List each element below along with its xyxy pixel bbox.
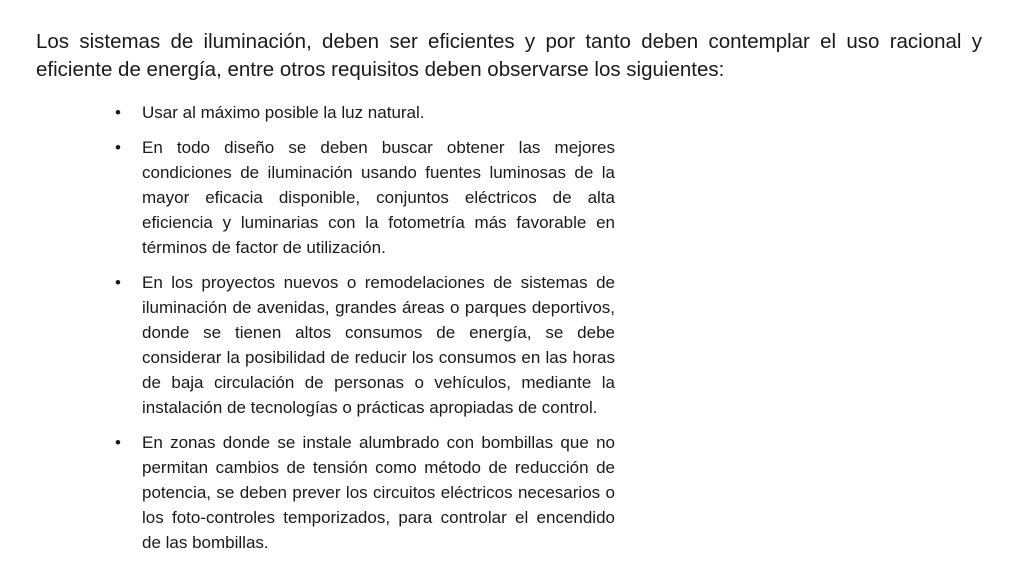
bullet-text: En zonas donde se instale alumbrado con bombillas que no permitan cambios de tensión como método de reducción de potencia, se deben prever los circuitos eléctricos necesarios o los foto-controles temporizados, para controlar el encendido de las bombillas. bbox=[142, 433, 615, 552]
bullet-text: En los proyectos nuevos o remodelaciones de sistemas de iluminación de avenidas, grandes áreas o parques deportivos, donde se tienen altos consumos de energía, se debe considerar la posibilidad de reducir los consumos en las horas de baja circulación de personas o vehículos, mediante la instalación de tecnologías o prácticas apropiadas de control. bbox=[142, 273, 615, 417]
bullet-item bbox=[115, 270, 615, 420]
bullet-item bbox=[115, 430, 615, 555]
bullet-list bbox=[115, 100, 615, 565]
bullet-icon: • bbox=[115, 103, 121, 122]
bullet-icon: • bbox=[115, 433, 121, 452]
intro-paragraph: Los sistemas de iluminación, deben ser eficientes y por tanto deben contemplar el uso racional y eficiente de energía, entre otros requisitos deben observarse los siguientes: bbox=[36, 30, 982, 81]
bullet-item bbox=[115, 135, 615, 260]
bullet-icon: • bbox=[115, 138, 121, 157]
bullet-item bbox=[115, 100, 615, 125]
bullet-text: Usar al máximo posible la luz natural. bbox=[142, 103, 425, 122]
bullet-icon: • bbox=[115, 273, 121, 292]
bullet-text: En todo diseño se deben buscar obtener las mejores condiciones de iluminación usando fuentes luminosas de la mayor eficacia disponible, conjuntos eléctricos de alta eficiencia y luminarias con la fotometría más favorable en términos de factor de utilización. bbox=[142, 138, 615, 257]
